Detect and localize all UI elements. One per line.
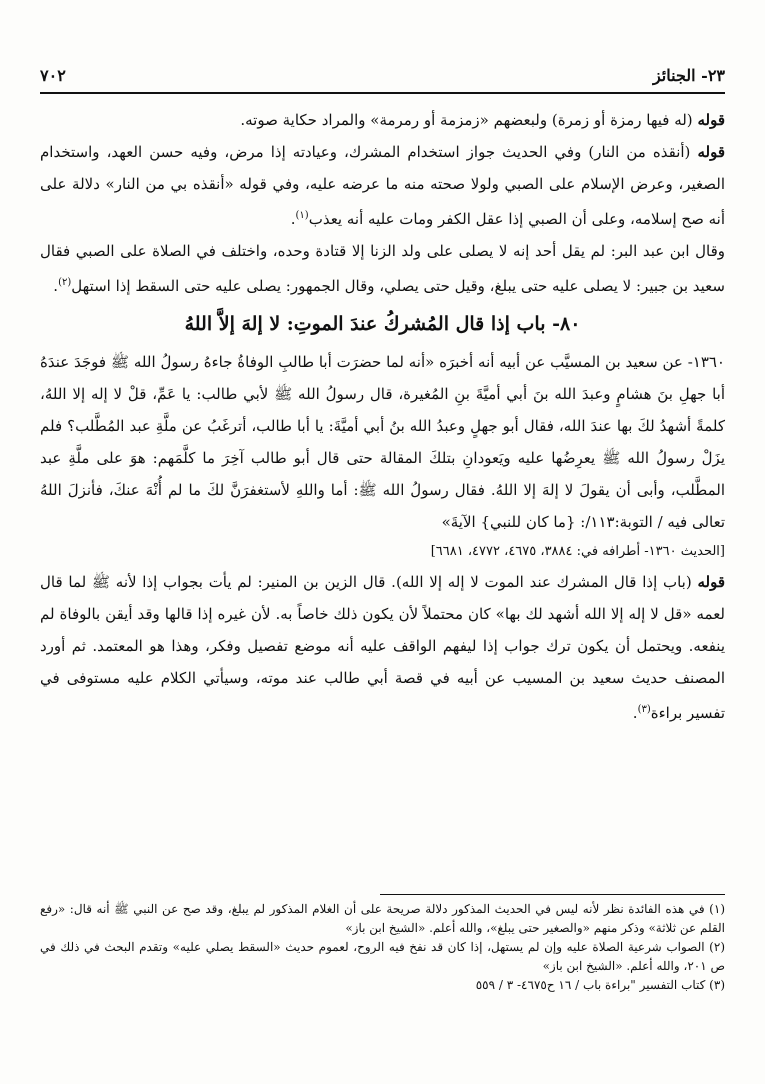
chapter-title: ٢٣- الجنائز: [652, 65, 725, 85]
hadith-text: ١٣٦٠- عن سعيد بن المسيَّب عن أبيه أنه أخبرَه «أنه لما حضرَت أبا طالبِ الوفاةُ جاءهُ رسولُ الله ﷺ فوجَدَ عندَهُ أبا جهلِ بنَ هشامٍ وعبدَ الله بنَ أبي أميَّةَ بنِ المُغيرة، قال رسولُ الله ﷺ لأبي طالب: يا عَمِّ، قلْ لا إله إلا اللهُ، كلمةً أشهدُ لكَ بها عندَ الله، فقال أبو جهلٍ وعبدُ الله بنُ أبي أميَّةَ: يا أبا طالب، أترغَبُ عن ملَّةِ عبد المُطَّلب؟ فلم يزَلْ رسولُ الله ﷺ يعرِضُها عليه ويَعودانِ بتلكَ المقالة حتى قال أبو طالب آخِرَ ما كلَّمَهم: هوَ على ملَّةِ عبد المطَّلب، وأبى أن يقولَ لا إلهَ إلا اللهُ. فقال رسولُ الله ﷺ: أما واللهِ لأستغفرَنَّ لكَ ما لم أُنْهَ عنكَ، فأنزلَ اللهُ تعالى فيه / التوبة:١١٣/: {ما كان للنبي} الآيةَ»: [40, 353, 725, 531]
footnote: (٣) كتاب التفسير "براءة باب / ١٦ ح٤٦٧٥- ٣ / ٥٥٩: [475, 978, 725, 992]
paragraph-end: .: [53, 277, 59, 295]
footnote-marker[interactable]: (٢): [58, 277, 72, 288]
paragraph-text: (أنقذه من النار) وفي الحديث جواز استخدام المشرك، وعيادته إذا مرض، وفيه حسن العهد، واستخدام الصغير، وعرض الإسلام على الصبي ولولا صحته منه ما عرضه عليه، وفي قوله «أنقذه بي من النار» دلالة على أنه صح إسلامه، وعلى أن الصبي إذا عقل الكفر ومات عليه أنه يعذب: [40, 143, 725, 228]
footnote-marker[interactable]: (٣): [637, 704, 651, 715]
commentary-text: (باب إذا قال المشرك عند الموت لا إله إلا الله). قال الزين بن المنير: لم يأت بجواب إذا لأنه ﷺ لما قال لعمه «قل لا إله إلا الله أشهد لك بها» كان محتملاً لأن يكون ذلك خاصاً به. لأن غيره إذا قالها وقد أيقن بالوفاة لم ينفعه. ويحتمل أن يكون ترك جواب إذا ليفهم الواقف عليه أنه موضع تفصيل وفكر، وهذا هو المعتمد. ثم أورد المصنف حديث سعيد بن المسيب عن أبيه في قصة أبي طالب عند موته، وسيأتي الكلام عليه مستوفى في تفسير براءة: [40, 573, 725, 722]
paragraph-end: .: [290, 210, 296, 228]
footnotes: [40, 900, 725, 995]
footnote: (٢) الصواب شرعية الصلاة عليه وإن لم يستهل، إذا كان قد نفخ فيه الروح، لعموم حديث «السقط يصلي عليه» وتقدم البحث في ذلك في ص ٢٠١، والله أعلم. «الشيخ ابن باز»: [40, 940, 725, 973]
paragraph: [40, 235, 725, 302]
paragraph-label: قوله: [697, 143, 725, 161]
paragraph-label: قوله: [697, 111, 725, 129]
commentary-label: قوله: [697, 573, 725, 591]
page-body: [40, 104, 725, 729]
footnote-marker[interactable]: (١): [295, 210, 309, 221]
footnote-divider: [380, 894, 725, 895]
page-header: [40, 58, 725, 94]
paragraph-text: وقال ابن عبد البر: لم يقل أحد إنه لا يصلى على ولد الزنا إلا قتادة وحده، واختلف في الصلاة على الصبي فقال سعيد بن جبير: لا يصلى عليه حتى يبلغ، وقيل حتى يصلي، وقال الجمهور: يصلى عليه حتى السقط إذا استهل: [40, 242, 725, 295]
chapter-heading: ٨٠- باب إذا قال المُشركُ عندَ الموتِ: لا إلهَ إلاَّ اللهُ: [184, 313, 581, 335]
hadith-reference: [الحديث ١٣٦٠- أطرافه في: ٣٨٨٤، ٤٦٧٥، ٤٧٧٢، ٦٦٨١]: [430, 544, 725, 559]
paragraph-text: (له فيها رمزة أو زمرة) ولبعضهم «زمزمة أو رمرمة» والمراد حكاية صوته.: [240, 111, 693, 129]
footnote: (١) في هذه الفائدة نظر لأنه ليس في الحديث المذكور دلالة صريحة على أن الغلام المذكور لم يبلغ، وقد صح عن النبي ﷺ أنه قال: «رفع القلم عن ثلاثة» وذكر منهم «والصغير حتى يبلغ»، والله أعلم. «الشيخ ابن باز»: [40, 902, 725, 935]
paragraph-end: .: [632, 704, 638, 722]
commentary: [40, 566, 725, 729]
paragraph: [40, 104, 725, 136]
page-number: ٧٠٢: [40, 65, 66, 85]
paragraph: [40, 136, 725, 235]
